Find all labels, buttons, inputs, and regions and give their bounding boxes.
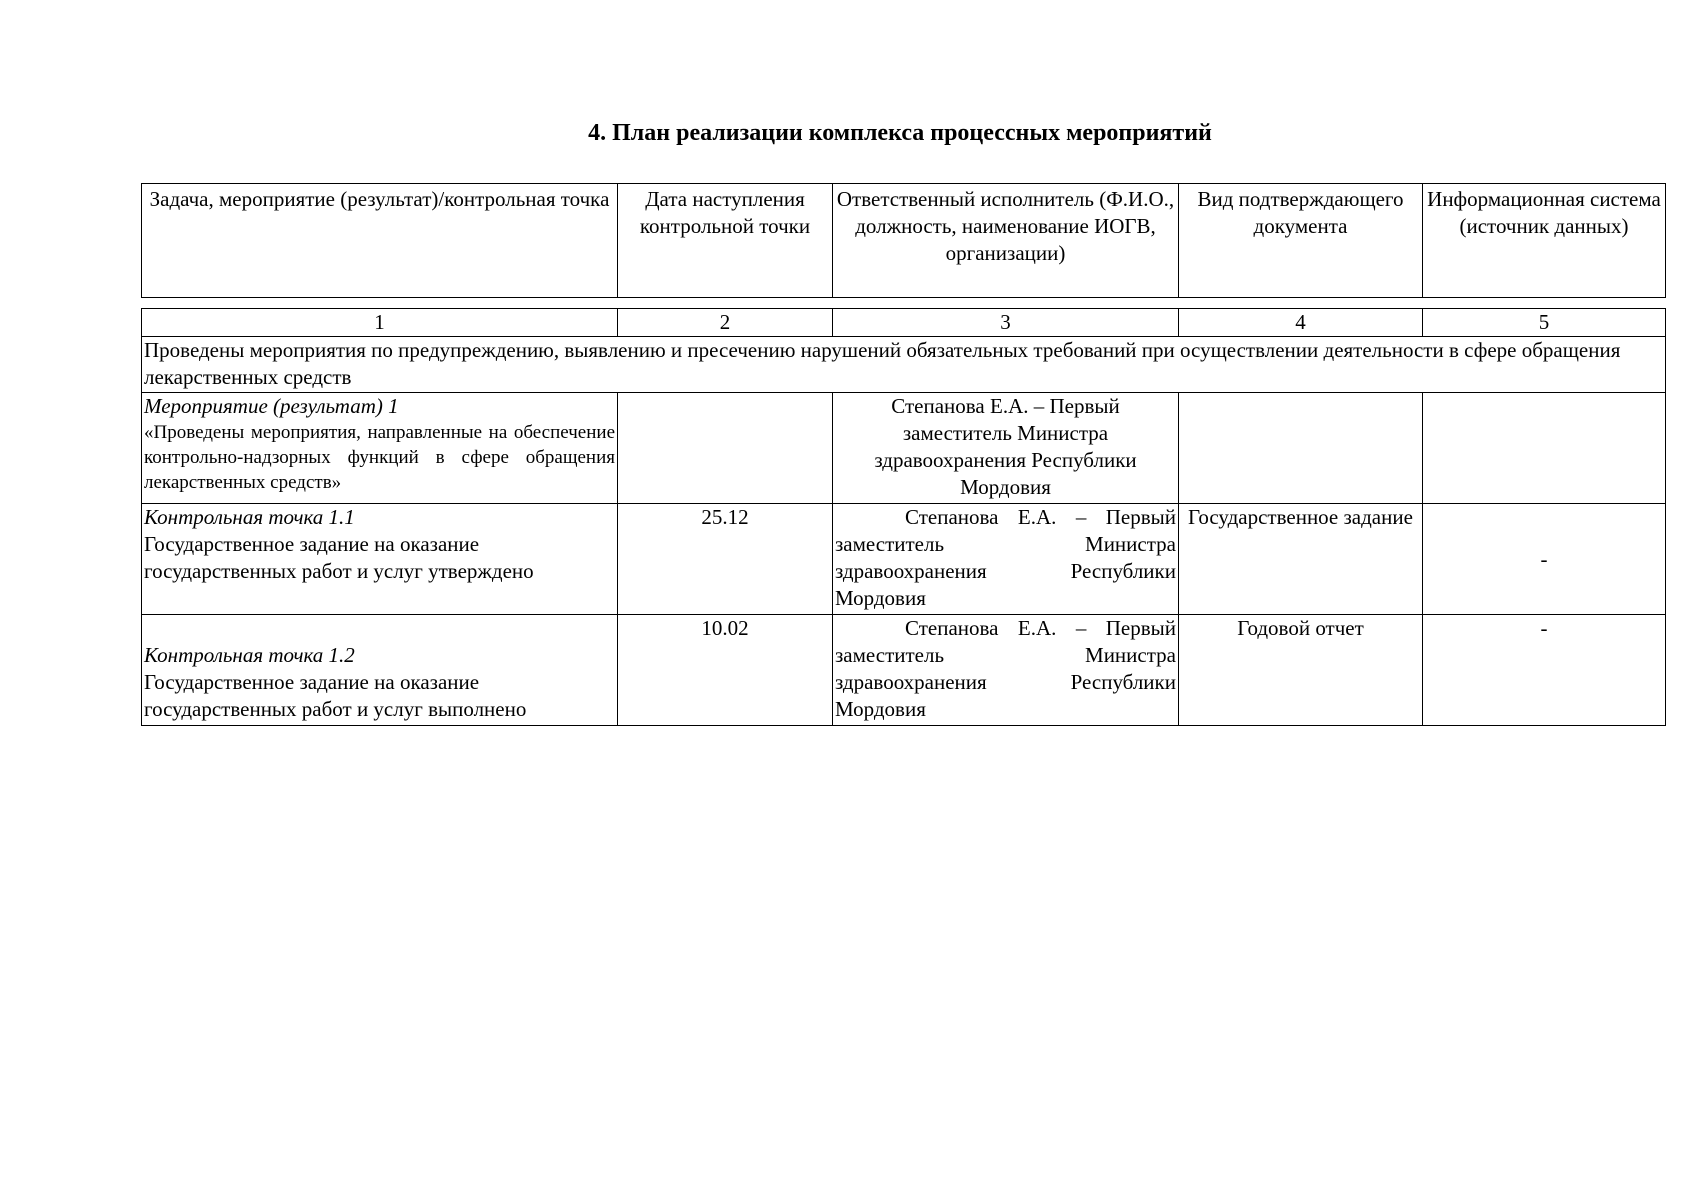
date-cell: 25.12 (618, 504, 833, 615)
header-cell-responsible: Ответственный исполнитель (Ф.И.О., должность, наименование ИОГВ, организации) (833, 184, 1179, 298)
responsible-cell: Степанова Е.А. – Первый заместитель Министра здравоохранения Республики Мордовия (833, 504, 1179, 615)
row-label: Мероприятие (результат) 1 (144, 394, 399, 418)
date-cell (618, 393, 833, 504)
system-cell (1423, 393, 1666, 504)
responsible-cell: Степанова Е.А. – Первый заместитель Министра здравоохранения Республики Мордовия (833, 615, 1179, 726)
row-text: Государственное задание на оказание государственных работ и услуг выполнено (144, 670, 527, 721)
row-label: Контрольная точка 1.2 (144, 643, 355, 667)
table-header (141, 183, 1666, 298)
header-row (142, 184, 1666, 298)
table-row (142, 615, 1666, 726)
header-cell-document: Вид подтверждающего документа (1179, 184, 1423, 298)
row-label: Контрольная точка 1.1 (144, 505, 355, 529)
header-cell-system: Информационная система (источник данных) (1423, 184, 1666, 298)
table-body (141, 308, 1666, 726)
task-cell (142, 615, 618, 726)
group-title: Проведены мероприятия по предупреждению, выявлению и пресечению нарушений обязательных требований при осуществлении деятельности в сфере обращения лекарственных средств (142, 337, 1666, 393)
row-text: Государственное задание на оказание государственных работ и услуг утверждено (144, 532, 534, 583)
system-cell: - (1423, 615, 1666, 726)
header-cell-date: Дата наступления контрольной точки (618, 184, 833, 298)
row-text: «Проведены мероприятия, направленные на обеспечение контрольно-надзорных функций в сфере обращения лекарственных средств» (144, 422, 615, 493)
column-number: 5 (1423, 309, 1666, 337)
column-number: 2 (618, 309, 833, 337)
table-row (142, 504, 1666, 615)
column-number: 4 (1179, 309, 1423, 337)
group-row (142, 337, 1666, 393)
table-row (142, 393, 1666, 504)
task-cell (142, 504, 618, 615)
document-cell: Государственное задание (1179, 504, 1423, 615)
document-cell (1179, 393, 1423, 504)
date-cell: 10.02 (618, 615, 833, 726)
column-number: 3 (833, 309, 1179, 337)
system-cell: - (1423, 504, 1666, 615)
page-title: 4. План реализации комплекса процессных мероприятий (588, 120, 1212, 146)
column-number-row (142, 309, 1666, 337)
task-cell (142, 393, 618, 504)
column-number: 1 (142, 309, 618, 337)
header-cell-task: Задача, мероприятие (результат)/контрольная точка (142, 184, 618, 298)
responsible-cell: Степанова Е.А. – Первый заместитель Министра здравоохранения Республики Мордовия (833, 393, 1179, 504)
document-cell: Годовой отчет (1179, 615, 1423, 726)
